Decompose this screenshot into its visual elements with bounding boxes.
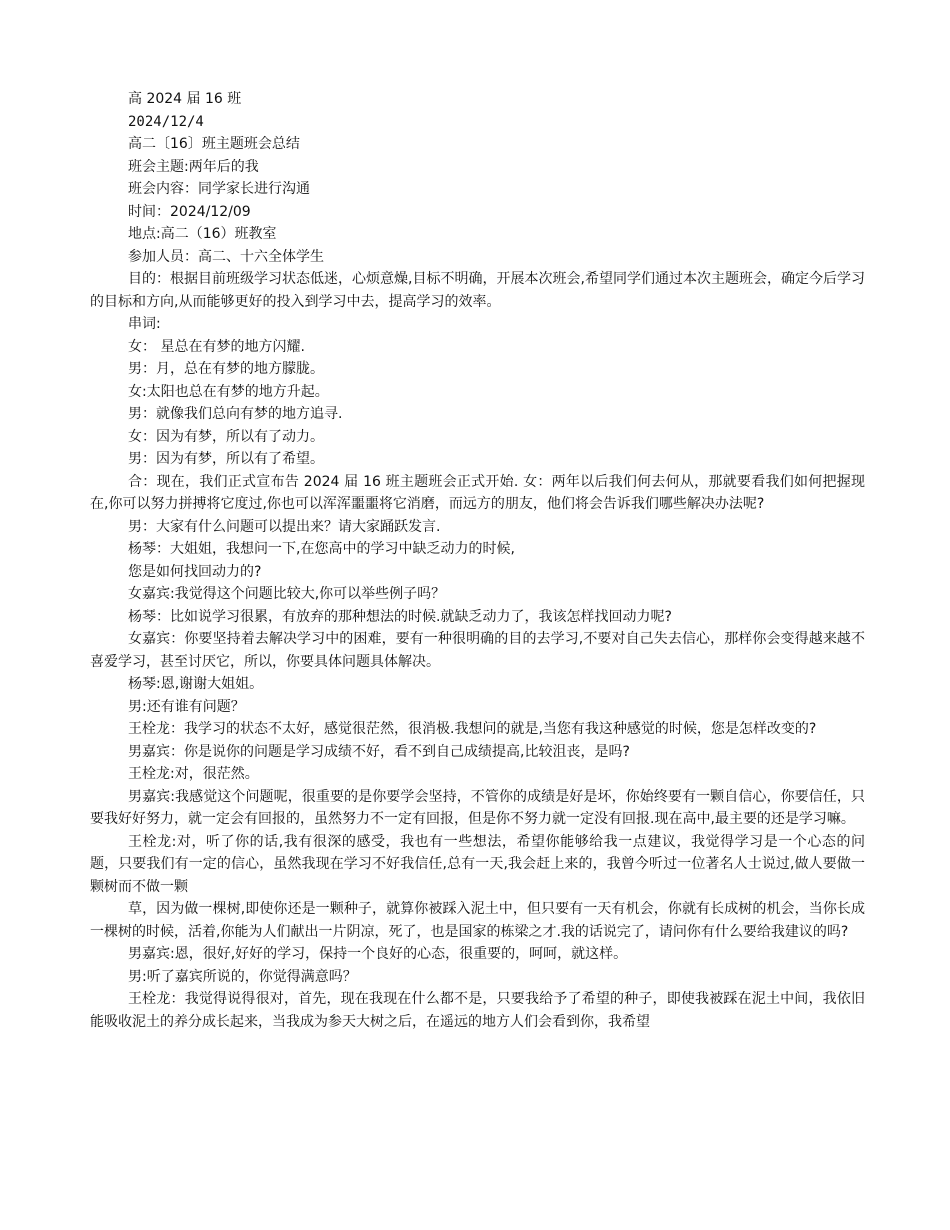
meeting-content: 班会内容：同学家长进行沟通 [128, 181, 310, 197]
paragraph: 王栓龙:对，听了你的话,我有很深的感受，我也有一些想法，希望你能够给我一点建议，我觉得学习是一个心态的问题，只要我们有一定的信心，虽然我现在学习不好我信任,总有一天,我会赶上来的，我曾今听过一位著名人士说过,做人要做一颗树而不做一颗 [90, 833, 865, 895]
paragraph: 男：月，总在有梦的地方朦胧。 [128, 361, 324, 377]
paragraph: 合：现在，我们正式宣布告 2024 届 16 班主题班会正式开始. 女：两年以后我们何去何从，那就要看我们如何把握现在,你可以努力拼搏将它度过,你也可以浑浑噩噩将它消磨，而远方的朋友，他们将会告诉我们哪些解决办法呢? [90, 473, 865, 512]
paragraph: 杨琴:恩,谢谢大姐姐。 [128, 676, 264, 692]
paragraph: 杨琴：大姐姐，我想问一下,在您高中的学习中缺乏动力的时候, [128, 541, 515, 557]
paragraph: 女嘉宾:我觉得这个问题比较大,你可以举些例子吗？ [128, 586, 446, 602]
paragraph: 女嘉宾：你要坚持着去解决学习中的困难，要有一种很明确的目的去学习,不要对自己失去信心，那样你会变得越来越不喜爱学习，甚至讨厌它，所以，你要具体问题具体解决。 [90, 631, 865, 670]
paragraph: 女:太阳也总在有梦的地方升起。 [128, 383, 329, 400]
paragraph: 男嘉宾：你是说你的问题是学习成绩不好，看不到自己成绩提高,比较沮丧，是吗? [128, 743, 630, 760]
meeting-participants: 参加人员：高二、十六全体学生 [128, 248, 324, 265]
paragraph: 男：就像我们总向有梦的地方追寻. [128, 406, 343, 422]
paragraph: 草，因为做一棵树,即使你还是一颗种子，就算你被踩入泥土中，但只要有一天有机会，你就有长成树的机会，当你长成一棵树的时候，活着,你能为人们献出一片阴凉，死了，也是国家的栋梁之才.我的话说完了，请问你有什么要给我建议的吗? [90, 901, 865, 940]
paragraph: 男嘉宾:我感觉这个问题呢，很重要的是你要学会坚持，不管你的成绩是好是坏，你始终要有一颗自信心，你要信任，只要我好好努力，就一定会有回报的，虽然努力不一定有回报，但是你不努力就一定没有回报.现在高中,最主要的还是学习嘛。 [90, 788, 865, 827]
paragraph: 男嘉宾:恩，很好,好好的学习，保持一个良好的心态，很重要的，呵呵，就这样。 [128, 946, 628, 962]
meeting-time: 时间：2024/12/09 [128, 203, 251, 220]
meeting-theme: 班会主题:两年后的我 [128, 158, 259, 175]
paragraph-purpose: 目的：根据目前班级学习状态低迷，心烦意燥,目标不明确，开展本次班会,希望同学们通过本次主题班会，确定今后学习的目标和方向,从而能够更好的投入到学习中去，提高学习的效率。 [90, 271, 865, 310]
paragraph: 男:听了嘉宾所说的，你觉得满意吗？ [128, 968, 357, 985]
document-title: 高二〔16〕班主题班会总结 [128, 136, 300, 152]
paragraph: 女：因为有梦，所以有了动力。 [128, 428, 324, 445]
meeting-place: 地点:高二（16）班教室 [128, 226, 277, 242]
paragraph: 您是如何找回动力的? [128, 563, 262, 580]
paragraph: 男：大家有什么问题可以提出来？请大家踊跃发言. [128, 518, 441, 535]
document-page [90, 88, 865, 1033]
paragraph: 杨琴：比如说学习很累，有放弃的那种想法的时候.就缺乏动力了，我该怎样找回动力呢? [128, 608, 672, 625]
paragraph: 男：因为有梦，所以有了希望。 [128, 451, 324, 467]
paragraph: 男:还有谁有问题？ [128, 698, 245, 715]
class-line: 高 2024 届 16 班 [128, 91, 242, 107]
paragraph: 串词: [128, 316, 161, 332]
paragraph: 王栓龙:对，很茫然。 [128, 766, 259, 782]
document-date: 2024/12/4 [128, 113, 204, 130]
paragraph: 王栓龙：我学习的状态不太好，感觉很茫然，很消极.我想问的就是,当您有我这种感觉的时候，您是怎样改变的? [128, 721, 817, 737]
paragraph: 女： 星总在有梦的地方闪耀. [128, 338, 305, 355]
paragraph: 王栓龙：我觉得说得很对，首先，现在我现在什么都不是，只要我给予了希望的种子，即使我被踩在泥土中间，我依旧能吸收泥土的养分成长起来，当我成为参天大树之后，在遥远的地方人们会看到你，我希望 [90, 991, 865, 1030]
